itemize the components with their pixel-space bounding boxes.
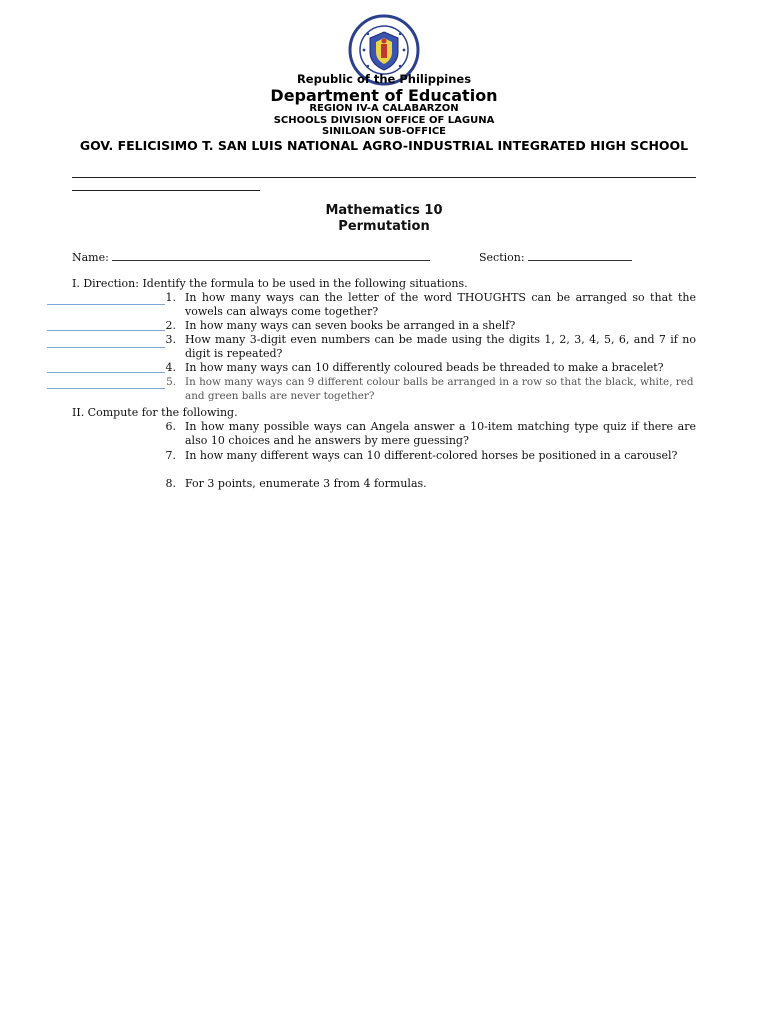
part1-direction: I. Direction: Identify the formula to be used in the following situations. bbox=[72, 277, 468, 290]
header-rule-short bbox=[72, 190, 260, 191]
question-item bbox=[164, 333, 696, 361]
answer-blank-5[interactable] bbox=[47, 388, 165, 389]
item-number: 3. bbox=[165, 333, 176, 346]
question-item bbox=[164, 375, 696, 403]
item-text: In how many ways can 9 different colour balls be arranged in a row so that the black, white, red and green balls are never together? bbox=[185, 376, 694, 402]
item-number: 1. bbox=[165, 291, 176, 304]
question-item bbox=[164, 477, 696, 491]
question-item bbox=[164, 361, 696, 375]
item-text: In how many different ways can 10 different-colored horses be positioned in a carousel? bbox=[185, 449, 678, 462]
item-number: 6. bbox=[165, 420, 176, 433]
item-number: 7. bbox=[165, 449, 176, 462]
section-field[interactable] bbox=[479, 249, 632, 264]
answer-blank-1[interactable] bbox=[47, 304, 165, 305]
question-item bbox=[164, 449, 696, 477]
item-text: In how many possible ways can Angela answer a 10-item matching type quiz if there are also 10 choices and he answers by mere guessing? bbox=[185, 420, 696, 447]
item-number: 5. bbox=[166, 376, 176, 388]
part2-direction: II. Compute for the following. bbox=[72, 406, 238, 419]
name-blank[interactable] bbox=[112, 249, 430, 261]
section-label: Section: bbox=[479, 251, 525, 264]
division-heading: SCHOOLS DIVISION OFFICE OF LAGUNA bbox=[273, 115, 495, 126]
sub-office-heading: SINILOAN SUB-OFFICE bbox=[322, 126, 446, 137]
topic-title: Permutation bbox=[338, 219, 430, 234]
question-item bbox=[164, 420, 696, 448]
department-heading: Department of Education bbox=[270, 86, 498, 105]
item-text: In how many ways can seven books be arranged in a shelf? bbox=[185, 319, 516, 332]
school-heading: GOV. FELICISIMO T. SAN LUIS NATIONAL AGRO-INDUSTRIAL INTEGRATED HIGH SCHOOL bbox=[79, 138, 689, 153]
region-heading: REGION IV-A CALABARZON bbox=[309, 103, 459, 114]
subject-title: Mathematics 10 bbox=[325, 203, 443, 218]
item-number: 8. bbox=[165, 477, 176, 490]
republic-heading: Republic of the Philippines bbox=[296, 72, 472, 86]
name-field[interactable] bbox=[72, 249, 430, 264]
item-text: In how many ways can 10 differently coloured beads be threaded to make a bracelet? bbox=[185, 361, 664, 374]
name-label: Name: bbox=[72, 251, 109, 264]
item-text: How many 3-digit even numbers can be made using the digits 1, 2, 3, 4, 5, 6, and 7 if no digit is repeated? bbox=[185, 333, 696, 360]
item-number: 4. bbox=[165, 361, 176, 374]
answer-blank-2[interactable] bbox=[47, 330, 165, 331]
answer-blank-3[interactable] bbox=[47, 347, 165, 348]
header-rule bbox=[72, 177, 696, 178]
section-blank[interactable] bbox=[528, 249, 632, 261]
item-text: In how many ways can the letter of the word THOUGHTS can be arranged so that the vowels can always come together? bbox=[185, 291, 696, 318]
answer-blank-4[interactable] bbox=[47, 372, 165, 373]
question-item bbox=[164, 319, 696, 333]
item-number: 2. bbox=[165, 319, 176, 332]
item-text: For 3 points, enumerate 3 from 4 formulas. bbox=[185, 477, 427, 490]
question-item bbox=[164, 291, 696, 319]
